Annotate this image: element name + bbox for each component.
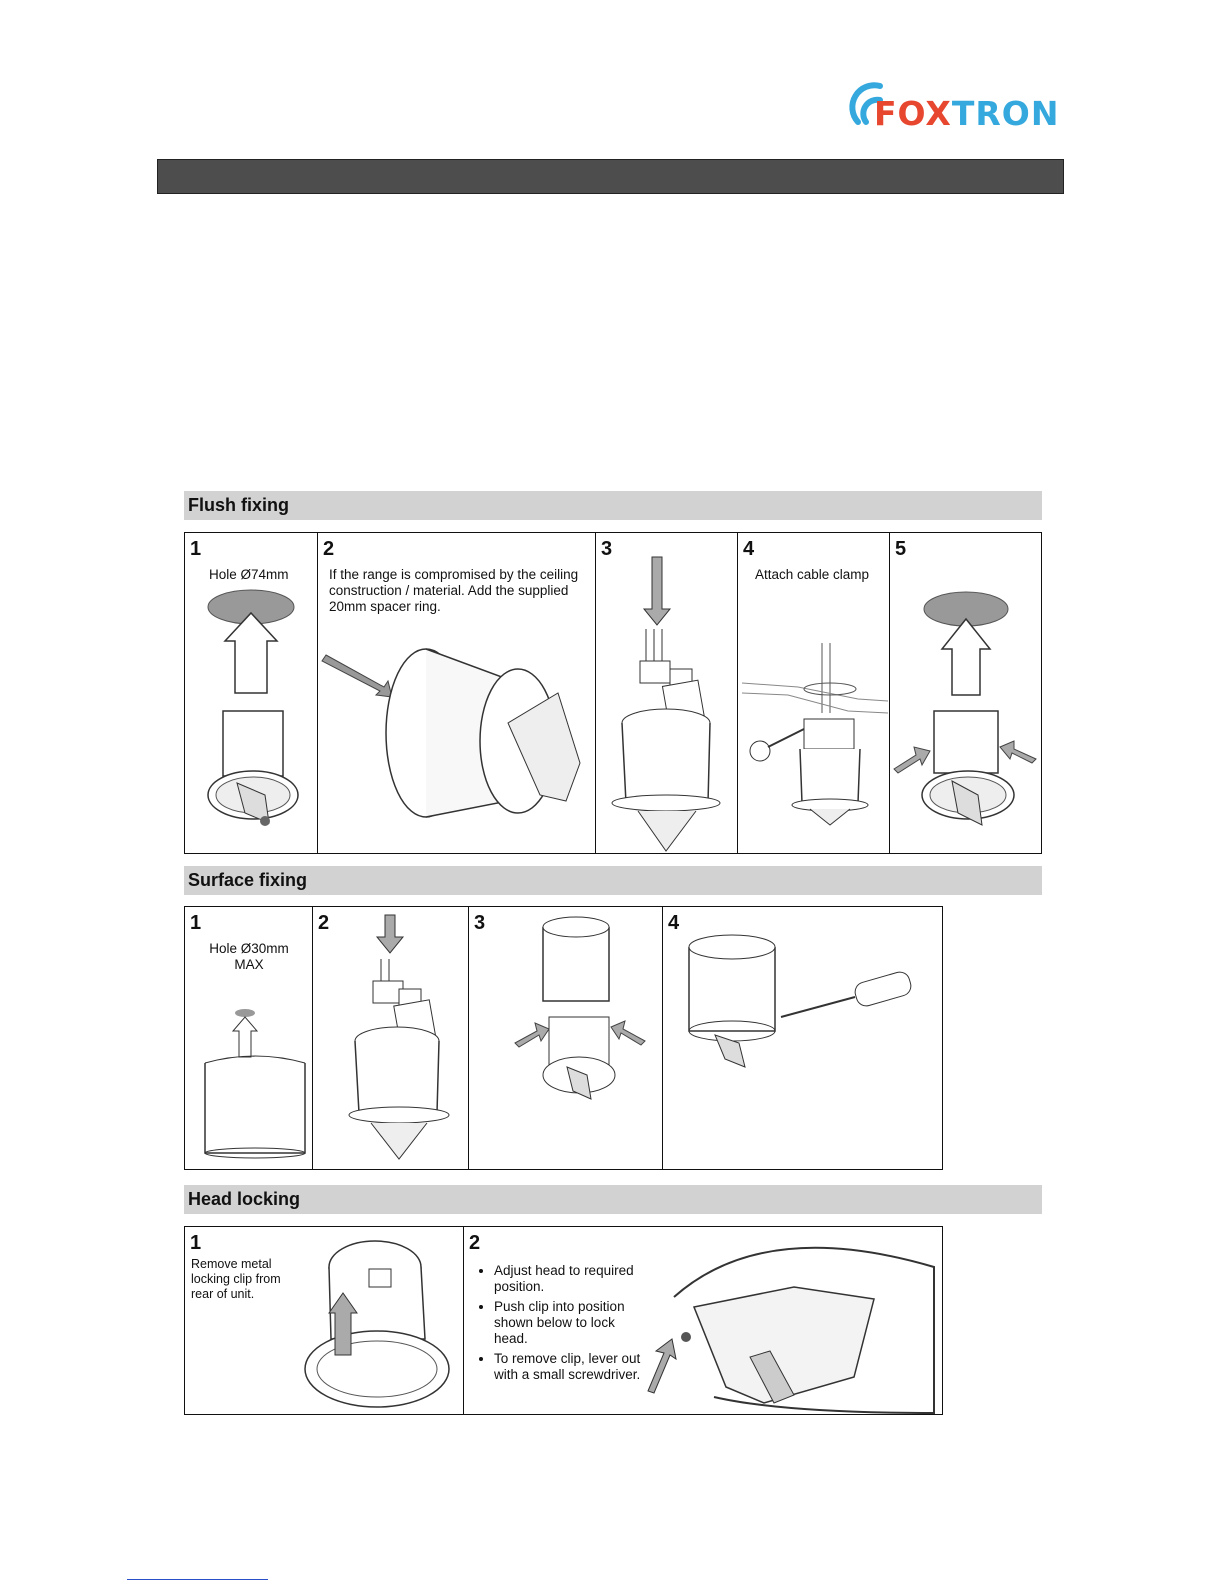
wiring-illustration [596, 533, 738, 853]
section-header-flush-fixing: Flush fixing [184, 491, 1042, 520]
cable-clamp-illustration [738, 533, 890, 853]
instruction-item: • To remove clip, lever out with a small screwdriver. [494, 1351, 646, 1383]
flush-fixing-panels [184, 532, 1042, 854]
head-panel-2 [464, 1227, 942, 1414]
flush-panel-2 [318, 533, 596, 853]
surface-panel-1 [185, 907, 313, 1169]
flush-panel-3 [596, 533, 738, 853]
step-number: 3 [601, 538, 613, 560]
step-caption: Remove metal locking clip from rear of unit. [191, 1257, 281, 1301]
lock-head-illustration [464, 1227, 942, 1414]
surface-fixing-panels [184, 906, 943, 1170]
insert-into-ceiling-illustration [890, 533, 1041, 853]
step-number: 1 [190, 1232, 202, 1254]
step-number: 3 [474, 912, 486, 934]
step-number: 4 [668, 912, 680, 934]
step-caption: Hole Ø30mm MAX [209, 941, 289, 972]
step-caption: Attach cable clamp [755, 567, 870, 582]
small-hole-illustration [185, 907, 313, 1169]
step-number: 2 [323, 538, 335, 560]
surface-panel-4 [663, 907, 942, 1169]
head-locking-panels [184, 1226, 943, 1415]
section-header-surface-fixing: Surface fixing [184, 866, 1042, 895]
step-number: 1 [190, 912, 202, 934]
step-number: 1 [190, 538, 202, 560]
surface-wiring-illustration [313, 907, 469, 1169]
flush-panel-1 [185, 533, 318, 853]
flush-panel-5 [890, 533, 1041, 853]
surface-housing-illustration [469, 907, 663, 1169]
screw-fixing-illustration [663, 907, 942, 1169]
head-panel-1 [185, 1227, 464, 1414]
surface-panel-3 [469, 907, 663, 1169]
instruction-item: • Adjust head to required position. [494, 1263, 646, 1295]
step-number: 2 [318, 912, 330, 934]
surface-panel-2 [313, 907, 469, 1169]
foxtron-logo [852, 78, 1067, 138]
step-number: 4 [743, 538, 755, 560]
step-caption: Hole Ø74mm [209, 567, 289, 582]
document-title-bar [157, 159, 1064, 194]
step-caption: If the range is compromised by the ceiling construction / material. Add the supplied 20mm spacer ring. [329, 567, 579, 614]
flush-panel-4 [738, 533, 890, 853]
instruction-item: • Push clip into position shown below to lock head. [494, 1299, 646, 1347]
section-header-head-locking: Head locking [184, 1185, 1042, 1214]
hole-and-sensor-illustration [185, 533, 318, 853]
logo-wordmark: FOXTRON [874, 94, 1060, 133]
step-number: 2 [469, 1232, 481, 1254]
footer-link-underline [127, 1579, 268, 1580]
remove-clip-illustration [185, 1227, 464, 1414]
step-number: 5 [895, 538, 907, 560]
spacer-ring-illustration [318, 533, 596, 853]
